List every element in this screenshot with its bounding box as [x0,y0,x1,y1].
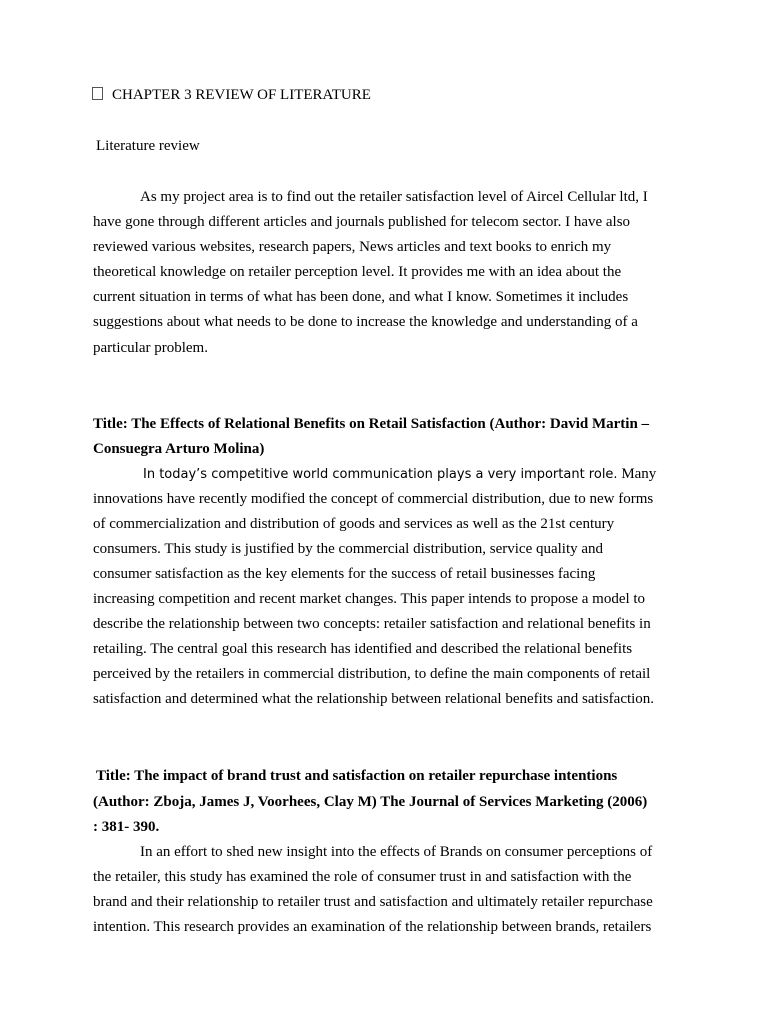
paragraph-line: brand and their relationship to retailer trust and satisfaction and ultimately retailer repurchase [93,894,653,910]
paragraph-line: In an effort to shed new insight into the effects of Brands on consumer perceptions of [140,844,653,860]
paragraph-sans-fragment: In today’s competitive world communication plays a very important role. [143,467,618,482]
paragraph-line: current situation in terms of what has been done, and what I know. Sometimes it includes [93,289,629,305]
paragraph-line: intention. This research provides an examination of the relationship between brands, retailers [93,919,652,935]
paragraph-line: increasing competition and recent market changes. This paper intends to propose a model to [93,591,646,607]
paragraph-line: satisfaction and determined what the relationship between relational benefits and satisfaction. [93,691,655,707]
paragraph-line: of commercialization and distribution of goods and services as well as the 21st century [93,516,615,532]
paragraph-line: reviewed various websites, research papers, News articles and text books to enrich my [93,239,612,255]
paragraph-line: consumers. This study is justified by the commercial distribution, service quality and [93,541,604,557]
study-title-line: Title: The Effects of Relational Benefits on Retail Satisfaction (Author: David Martin – [93,416,650,432]
paragraph-line: retailing. The central goal this research has identified and described the relational benefits [93,641,633,657]
paragraph-line: perceived by the retailers in commercial distribution, to define the main components of retail [93,666,651,682]
paragraph-line: consumer satisfaction as the key elements for the success of retail businesses facing [93,566,596,582]
paragraph-line: particular problem. [93,340,208,356]
chapter-heading [92,86,371,104]
paragraph-line: the retailer, this study has examined the role of consumer trust in and satisfaction with the [93,869,632,885]
paragraph-line [143,465,656,484]
section-heading: Literature review [96,138,200,154]
study-title-line: (Author: Zboja, James J, Voorhees, Clay M) The Journal of Services Marketing (2006) [93,794,648,810]
paragraph-line: describe the relationship between two concepts: retailer satisfaction and relational benefits in [93,616,651,632]
chapter-title: CHAPTER 3 REVIEW OF LITERATURE [112,87,371,103]
paragraph-line: innovations have recently modified the concept of commercial distribution, due to new forms [93,491,654,507]
paragraph-line: theoretical knowledge on retailer perception level. It provides me with an idea about the [93,264,622,280]
study-title-line: Title: The impact of brand trust and satisfaction on retailer repurchase intentions [96,768,618,784]
study-title-line: : 381- 390. [93,819,160,835]
paragraph-serif-fragment: Many [617,466,657,482]
bullet-glyph-icon [92,87,103,100]
paragraph-line: have gone through different articles and journals published for telecom sector. I have also [93,214,631,230]
study-title-line: Consuegra Arturo Molina) [93,441,265,457]
paragraph-line: As my project area is to find out the retailer satisfaction level of Aircel Cellular ltd, I [140,189,648,205]
paragraph-line: suggestions about what needs to be done to increase the knowledge and understanding of a [93,314,638,330]
